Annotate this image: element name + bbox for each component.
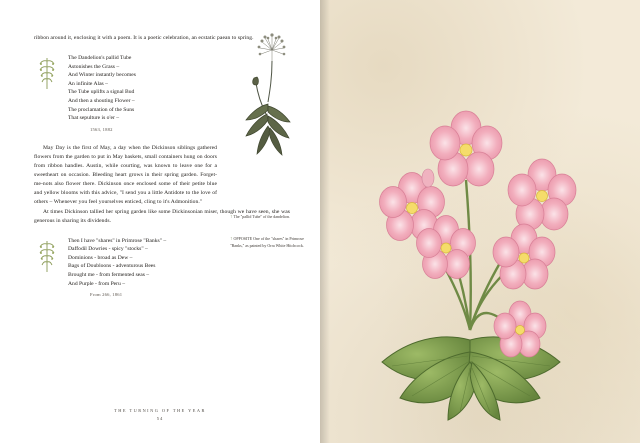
poem-line: Brought me - from fermented seas – (68, 272, 150, 279)
running-head: THE TURNING OF THE YEAR (114, 408, 206, 413)
poem-line: Daffodil Dowries - spicy "stocks" – (68, 246, 148, 253)
poem-line: Then I have "shares" in Primrose "Banks" – (68, 237, 167, 244)
intro-paragraph: ribbon around it, enclosing it with a poem. It is a poetic celebration, an ecstatic paean to spring. (34, 35, 254, 41)
caption-arrow-icon: ↑ (230, 237, 233, 242)
fern-ornament-icon (36, 56, 58, 90)
poem-line: Bags of Doubloons - adventurous Bees (68, 263, 156, 270)
poem-source: 1563, 1882 (90, 126, 113, 132)
caption-one-text: The "pallid Tube" of the dandelion. (233, 214, 291, 219)
poem-line: Astonishes the Grass – (68, 63, 120, 70)
page-number: 54 (156, 416, 164, 421)
dandelion-illustration (232, 28, 306, 158)
page-footer (0, 408, 320, 421)
poem-line: And Purple - from Peru – (68, 280, 126, 287)
paragraph-two: May Day is the first of May, a day when the Dickinson siblings gathered flowers from the garden to put in May baskets, small containers hung on doors from ribbon handles. Austin, while courting, was known to leave one for a sweetheart on occasion. Bleeding heart grows in their spring garden. Forget-me-nots also flower there. Dickinson once enclosed some of their petite blue and yellow blooms with this advice, "I send you a little Antidote to the love of others – Whenever you feel yourselves enticed, cling to it's Admonition." (34, 144, 217, 206)
poem-line: The Dandelion's pallid Tube (68, 55, 132, 62)
caption-two (230, 236, 308, 250)
poem-line: The proclamation of the Suns (68, 106, 135, 113)
poem-source: From 266, 1861 (90, 292, 123, 298)
caption-two-text: OPPOSITE One of the "shares" in Primrose "Banks," as painted by Orra White Hitchcock. (230, 236, 304, 249)
primrose-illustration (320, 0, 640, 443)
poem-line: That sepulture is o'er – (68, 115, 120, 122)
poem-line: And Winter instantly becomes (68, 72, 136, 79)
poem-line: Dominions - broad as Dew – (68, 254, 133, 261)
caption-one (230, 214, 308, 221)
paragraph-three: At times Dickinson tallied her spring garden like some Dickinsonian miser, though we have seen, she was generous in sharing its dividends. (34, 208, 290, 224)
poem-line: And then a shouting Flower – (68, 98, 135, 105)
caption-arrow-icon: ↑ (230, 215, 233, 220)
fern-ornament-icon (36, 239, 58, 273)
poem-line: The Tube uplifts a signal Bud (68, 89, 135, 96)
poem-line: An infinite Alas – (68, 80, 108, 87)
right-page (320, 0, 640, 443)
